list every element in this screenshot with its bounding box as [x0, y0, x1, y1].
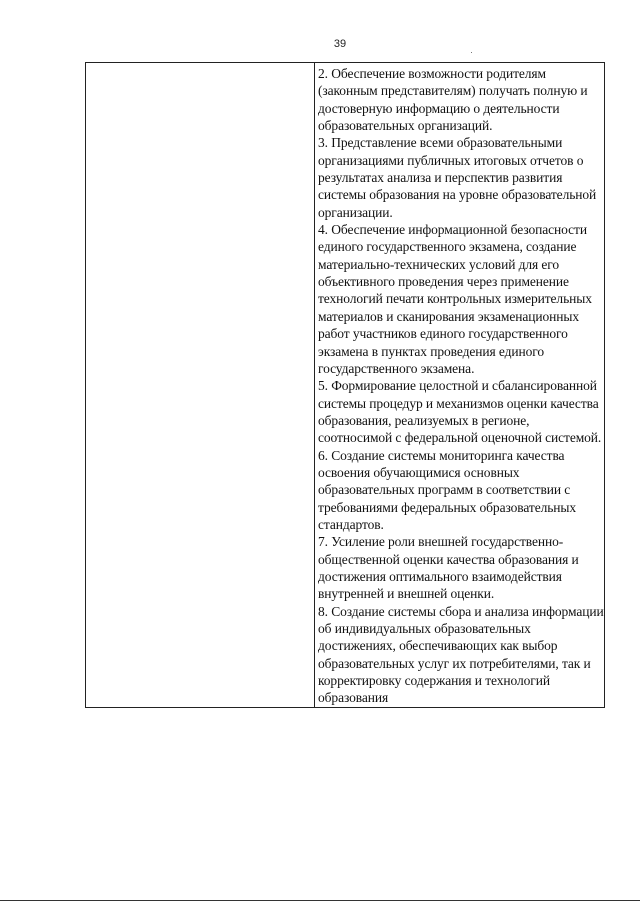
scan-speck: [471, 52, 472, 53]
list-item: 8. Создание системы сбора и анализа информации об индивидуальных образовательных достижениях, обеспечивающих как выбор образовательных услуг их потребителями, так и корректировку содержания и технологий образования: [318, 603, 604, 706]
list-item: 2. Обеспечение возможности родителям (законным представителям) получать полную и достоверную информацию о деятельности образовательных организаций.: [318, 66, 588, 134]
table-row: [86, 63, 605, 708]
page-number: 39: [333, 38, 347, 50]
right-cell: [315, 63, 605, 708]
list-item: 5. Формирование целостной и сбалансированной системы процедур и механизмов оценки качества образования, реализуемых в регионе, соотносимой с федеральной оценочной системой.: [318, 378, 602, 446]
left-cell: [86, 63, 315, 708]
page-bottom-line: [0, 900, 640, 901]
list-item: 6. Создание системы мониторинга качества освоения обучающимися основных образовательных программ в соответствии с требованиями федеральных образовательных стандартов.: [318, 447, 577, 532]
list-item: 4. Обеспечение информационной безопасности единого государственного экзамена, создание материально-технических условий для его объективного проведения через применение технологий печати контрольных измерительных материалов и сканирования экзаменационных работ участников единого государственного экзамена в пунктах проведения единого государственного экзамена.: [318, 222, 592, 376]
document-table: [85, 62, 605, 708]
list-item: 7. Усиление роли внешней государственно-общественной оценки качества образования и достижения оптимального взаимодействия внутренней и внешней оценки.: [318, 534, 579, 602]
item-list: [315, 63, 604, 707]
list-item: 3. Представление всеми образовательными организациями публичных итоговых отчетов о результатах анализа и перспектив развития системы образования на уровне образовательной организации.: [318, 135, 597, 220]
